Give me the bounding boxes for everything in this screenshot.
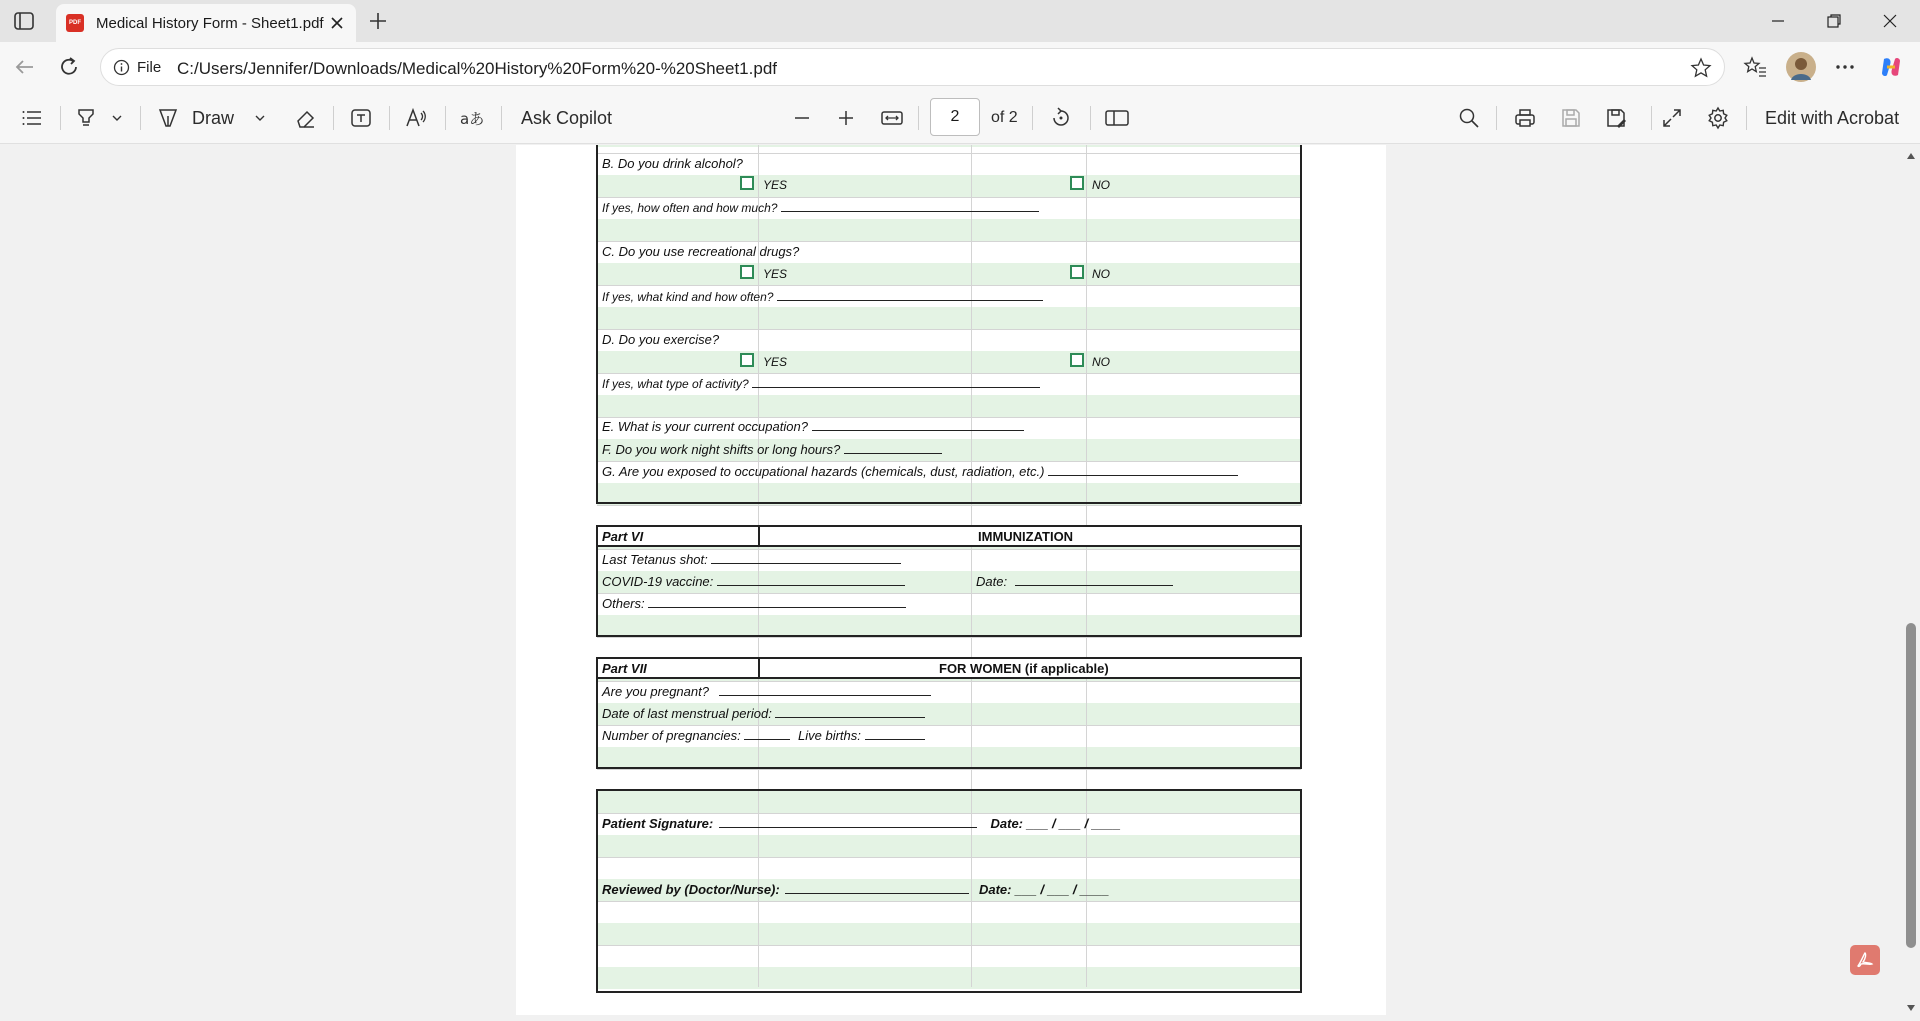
exercise-followup-label: If yes, what type of activity?: [602, 377, 749, 391]
part7-title: FOR WOMEN (if applicable): [939, 661, 1109, 676]
lmp-row: [602, 706, 925, 721]
patient-date-label: Date:: [990, 816, 1024, 831]
header-divider: [758, 527, 760, 546]
covid-date-row: [976, 574, 1173, 589]
patient-signature-row: [602, 816, 1121, 831]
toolbar-divider: [1746, 106, 1747, 130]
address-bar[interactable]: [100, 48, 1725, 86]
tetanus-label: Last Tetanus shot:: [602, 552, 708, 567]
page-number-input[interactable]: 2: [930, 98, 980, 136]
tetanus-field[interactable]: [711, 552, 901, 564]
others-row: [602, 596, 906, 611]
minimize-button[interactable]: [1750, 0, 1806, 42]
address-url[interactable]: C:/Users/Jennifer/Downloads/Medical%20History%20Form%20-%20Sheet1.pdf: [177, 59, 777, 78]
favorite-star-icon[interactable]: [1690, 57, 1712, 79]
toolbar-divider: [501, 106, 502, 130]
question-drugs: C. Do you use recreational drugs?: [602, 244, 800, 259]
covid-date-label: Date:: [976, 574, 1008, 589]
drugs-yes-checkbox[interactable]: [740, 265, 754, 279]
toolbar-divider: [333, 106, 334, 130]
eraser-icon[interactable]: [294, 105, 318, 131]
page-total: of 2: [991, 109, 1018, 126]
part6-label: Part VI: [602, 529, 644, 544]
search-icon[interactable]: [1457, 105, 1481, 131]
zoom-out-icon[interactable]: [790, 105, 814, 131]
info-icon[interactable]: [113, 59, 130, 76]
toolbar-divider: [1496, 106, 1497, 130]
navigation-bar: [0, 42, 1920, 92]
occupation-field[interactable]: [812, 419, 1024, 431]
night-shift-label: F. Do you work night shifts or long hours?: [602, 442, 841, 457]
print-icon[interactable]: [1513, 105, 1537, 131]
toolbar-divider: [140, 106, 141, 130]
browser-tab[interactable]: [56, 4, 356, 42]
pregnancies-label: Number of pregnancies:: [602, 728, 741, 743]
reviewed-by-row: [602, 882, 1109, 897]
toolbar-divider: [445, 106, 446, 130]
alcohol-yes-label: YES: [763, 178, 788, 192]
lmp-label: Date of last menstrual period:: [602, 706, 772, 721]
new-tab-button[interactable]: [364, 8, 392, 34]
pregnant-label: Are you pregnant?: [602, 684, 709, 699]
drugs-yes-label: YES: [763, 267, 788, 281]
restore-button[interactable]: [1806, 0, 1862, 42]
patient-signature-label: Patient Signature:: [602, 816, 714, 831]
lmp-field[interactable]: [775, 706, 925, 718]
occupation-label: E. What is your current occupation?: [602, 419, 808, 434]
alcohol-yes-checkbox[interactable]: [740, 176, 754, 190]
pregnant-field[interactable]: [719, 684, 931, 696]
draw-label: Draw: [192, 107, 235, 128]
draw-button[interactable]: [156, 105, 234, 131]
scroll-down-icon[interactable]: [1906, 1003, 1916, 1013]
alcohol-no-checkbox[interactable]: [1070, 176, 1084, 190]
ask-copilot-button[interactable]: Ask Copilot: [521, 107, 613, 128]
drugs-followup-field[interactable]: [777, 289, 1043, 301]
pregnant-row: [602, 684, 931, 699]
favorites-icon[interactable]: [1742, 54, 1768, 80]
question-exercise: D. Do you exercise?: [602, 332, 720, 347]
save-as-icon[interactable]: [1604, 105, 1628, 131]
tab-strip: [0, 0, 1920, 42]
read-aloud-icon[interactable]: [404, 105, 428, 131]
settings-gear-icon[interactable]: [1706, 105, 1730, 131]
covid-row: [602, 574, 905, 589]
toolbar-divider: [389, 106, 390, 130]
grid-line: [597, 505, 1301, 506]
vertical-scrollbar[interactable]: [1902, 145, 1920, 1021]
exercise-no-label: NO: [1092, 355, 1110, 369]
add-text-icon[interactable]: [349, 105, 373, 131]
toolbar-divider: [918, 106, 919, 130]
highlight-dropdown-icon[interactable]: [110, 105, 124, 131]
alcohol-followup: [602, 200, 1039, 215]
patient-date-field[interactable]: ___ / ___ / ____: [1026, 816, 1121, 831]
toolbar-divider: [1090, 106, 1091, 130]
tab-title: Medical History Form - Sheet1.pdf: [96, 15, 324, 32]
drugs-no-checkbox[interactable]: [1070, 265, 1084, 279]
covid-date-field[interactable]: [1015, 574, 1173, 586]
more-options-icon[interactable]: [1832, 54, 1858, 80]
back-icon[interactable]: [12, 54, 38, 80]
part7-label: Part VII: [602, 661, 647, 676]
tetanus-row: [602, 552, 901, 567]
question-alcohol: B. Do you drink alcohol?: [602, 156, 743, 171]
refresh-icon[interactable]: [56, 54, 82, 80]
address-scheme: File: [137, 59, 162, 76]
tab-actions-icon[interactable]: [10, 8, 38, 34]
hazards-label: G. Are you exposed to occupational hazards (chemicals, dust, radiation, etc.): [602, 464, 1045, 479]
toolbar-divider: [1032, 106, 1033, 130]
covid-field[interactable]: [717, 574, 905, 586]
svg-text:aあ: aあ: [460, 110, 485, 128]
reviewed-date-label: Date:: [978, 882, 1012, 897]
page-view-icon[interactable]: [1104, 105, 1130, 131]
reviewed-date-field[interactable]: ___ / ___ / ____: [1015, 882, 1110, 897]
night-shift-field[interactable]: [844, 442, 942, 454]
toolbar-divider: [60, 106, 61, 130]
scroll-thumb[interactable]: [1906, 623, 1916, 948]
exercise-yes-checkbox[interactable]: [740, 353, 754, 367]
part6-title: IMMUNIZATION: [978, 529, 1074, 544]
edit-with-acrobat-button[interactable]: Edit with Acrobat: [1765, 107, 1900, 128]
others-label: Others:: [602, 596, 645, 611]
grid-line: [597, 637, 1301, 638]
hazards-field[interactable]: [1048, 464, 1238, 476]
grid-line: [597, 769, 1301, 770]
header-divider: [758, 659, 760, 678]
live-births-field[interactable]: [865, 728, 925, 740]
alcohol-followup-label: If yes, how often and how much?: [602, 201, 778, 215]
patient-signature-field[interactable]: [719, 816, 977, 828]
exercise-no-checkbox[interactable]: [1070, 353, 1084, 367]
alcohol-followup-field[interactable]: [781, 200, 1039, 212]
contents-list-icon[interactable]: [20, 105, 44, 131]
acrobat-icon[interactable]: [1850, 945, 1880, 975]
close-icon[interactable]: [328, 14, 346, 32]
avatar[interactable]: [1786, 52, 1816, 82]
drugs-followup: [602, 289, 1043, 304]
zoom-in-icon[interactable]: [834, 105, 858, 131]
exercise-yes-label: YES: [763, 355, 788, 369]
live-births-label: Live births:: [798, 728, 861, 743]
pregnancies-row: [602, 728, 925, 743]
copilot-icon[interactable]: [1878, 54, 1904, 80]
toolbar-divider: [1651, 106, 1652, 130]
fullscreen-icon[interactable]: [1660, 105, 1684, 131]
covid-label: COVID-19 vaccine:: [602, 574, 714, 589]
exercise-followup: [602, 376, 1040, 391]
others-field[interactable]: [648, 596, 906, 608]
save-icon[interactable]: [1559, 105, 1583, 131]
pregnancies-field[interactable]: [744, 728, 790, 740]
hazards-row: [602, 464, 1238, 479]
pdf-viewer: [0, 145, 1920, 1021]
pdf-toolbar: [0, 92, 1920, 144]
draw-dropdown-icon[interactable]: [253, 105, 267, 131]
close-window-button[interactable]: [1862, 0, 1918, 42]
drugs-followup-label: If yes, what kind and how often?: [602, 290, 774, 304]
part6-header: [596, 525, 1302, 547]
translate-icon[interactable]: [459, 105, 487, 131]
night-shift-row: [602, 442, 942, 457]
reviewed-by-field[interactable]: [785, 882, 969, 894]
alcohol-no-label: NO: [1092, 178, 1110, 192]
scroll-up-icon[interactable]: [1906, 151, 1916, 161]
rotate-icon[interactable]: [1049, 105, 1073, 131]
occupation-row: [602, 419, 1024, 434]
fit-width-icon[interactable]: [880, 105, 904, 131]
highlight-icon[interactable]: [74, 105, 98, 131]
reviewed-by-label: Reviewed by (Doctor/Nurse):: [602, 882, 780, 897]
pdf-file-icon: PDF: [66, 14, 84, 32]
exercise-followup-field[interactable]: [752, 376, 1040, 388]
drugs-no-label: NO: [1092, 267, 1110, 281]
